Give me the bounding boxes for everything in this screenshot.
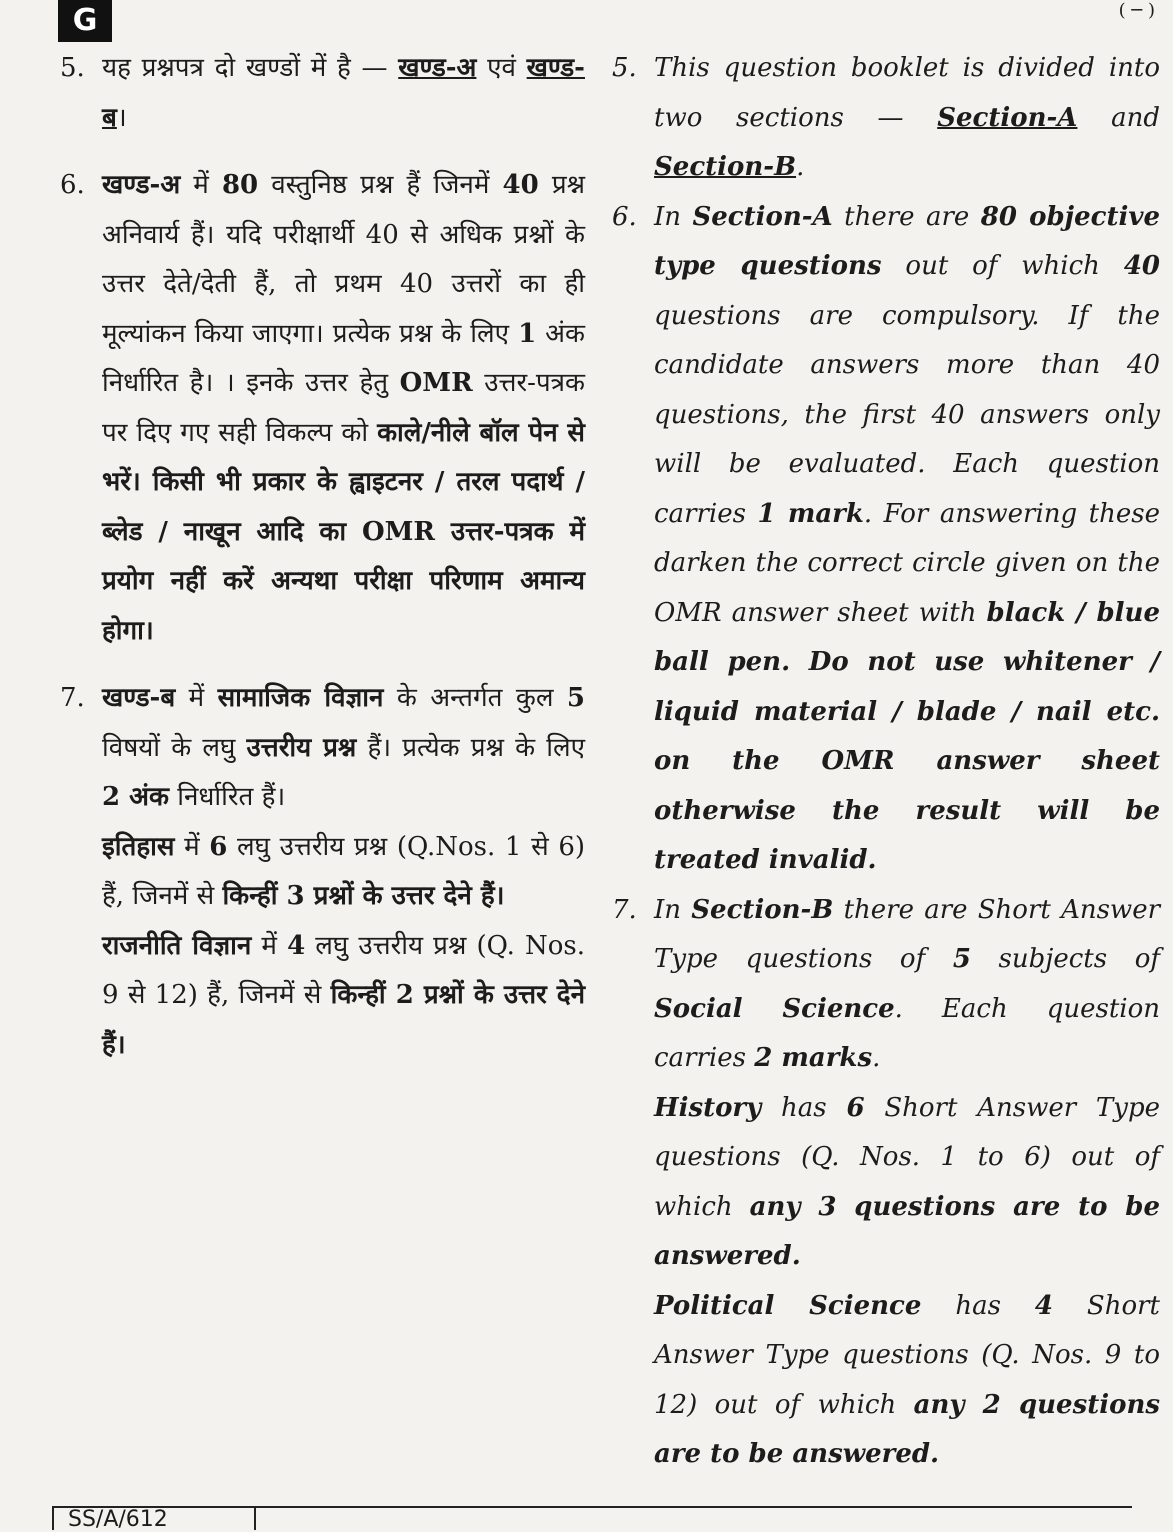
text-segment: . Each question carries	[654, 993, 1160, 1073]
text-bold: सामाजिक विज्ञान	[217, 683, 384, 713]
text-bold: किन्हीं 3 प्रश्नों के उत्तर देने हैं।	[222, 881, 505, 911]
item-number: 5.	[60, 53, 85, 83]
hindi-item-6	[60, 161, 585, 656]
text-segment: there are	[832, 201, 981, 232]
text-bold: 1	[518, 318, 537, 349]
section-a-label: Section-A	[937, 102, 1078, 133]
text-segment: में	[251, 930, 288, 961]
text-segment: questions are compulsory. If the candidate answers more than 40 questions, the first 40 answers only will be evaluated. Each question carries	[654, 300, 1160, 529]
text-bold: Section-B	[691, 894, 834, 925]
text-segment: लघु उत्तरीय प्रश्न (Q. Nos. 9 से 12) हैं, जिनमें से	[102, 930, 585, 1010]
text-segment: subjects of	[970, 944, 1160, 974]
item-text	[654, 193, 1160, 886]
item-number: 7.	[612, 894, 637, 925]
text-segment: विषयों के लघु	[102, 732, 247, 763]
text-bold: Political Science	[654, 1290, 922, 1321]
text-segment: में	[175, 683, 218, 713]
item-text	[102, 161, 585, 656]
text-bold: any 2 questions are to be answered.	[654, 1389, 1161, 1469]
text-segment: Short Answer Type questions (Q. Nos. 1 to 6) out of which	[654, 1092, 1160, 1222]
text-segment: . For answering these darken the correct circle given on the OMR answer sheet with	[654, 498, 1160, 628]
text-segment: यह प्रश्नपत्र दो खण्डों में है —	[102, 53, 399, 83]
text-segment: In	[654, 894, 692, 925]
page-number-mark: ( ─ )	[1118, 0, 1155, 21]
text-bold: 6	[846, 1092, 865, 1123]
hindi-item-7	[60, 674, 585, 1070]
text-segment: there are Short Answer Type questions of	[654, 894, 1161, 974]
section-b-label: खण्ड-ब	[102, 53, 585, 133]
item-number: 6.	[612, 201, 637, 232]
text-bold: 40	[1123, 251, 1160, 281]
set-badge: G	[58, 0, 112, 42]
text-segment: हैं। प्रत्येक प्रश्न के लिए	[356, 732, 586, 763]
text-bold: 6	[209, 831, 228, 862]
text-bold: राजनीति विज्ञान	[102, 930, 252, 961]
text-segment: In	[654, 201, 693, 232]
english-item-5	[612, 44, 1160, 193]
text-bold: any 3 questions are to be answered.	[654, 1191, 1160, 1271]
text-bold: इतिहास	[102, 831, 175, 862]
paragraph	[654, 1282, 1160, 1480]
text-bold: 2 marks	[754, 1043, 873, 1073]
item-number: 5.	[612, 53, 637, 83]
paragraph	[654, 1084, 1160, 1282]
item-text	[102, 44, 585, 143]
footer	[52, 1506, 1132, 1532]
paper-code: SS/A/612	[52, 1508, 256, 1530]
text-bold: 4	[287, 930, 306, 961]
text-bold: History	[654, 1092, 762, 1123]
text-bold: 4	[1034, 1290, 1053, 1321]
text-bold: Social Science	[654, 993, 895, 1024]
english-item-7	[612, 886, 1160, 1480]
text-segment: लघु उत्तरीय प्रश्न (Q.Nos. 1 से 6) हैं, जिनमें से	[102, 831, 586, 911]
hindi-item-5	[60, 44, 585, 143]
text-segment: This question booklet is divided into two sections —	[654, 53, 1160, 133]
item-number: 6.	[60, 170, 85, 200]
text-bold: खण्ड-अ	[102, 170, 181, 200]
text-bold: किन्हीं 2 प्रश्नों के उत्तर देने हैं।	[102, 980, 586, 1060]
item-text	[654, 44, 1160, 193]
text-segment: has	[921, 1290, 1035, 1321]
text-segment: उत्तर-पत्रक पर दिए गए सही विकल्प को	[102, 368, 585, 448]
text-bold: 5	[566, 683, 585, 713]
item-text	[654, 886, 1160, 1480]
text-segment: Short Answer Type questions (Q. Nos. 9 to 12) out of which	[654, 1290, 1161, 1420]
hindi-column	[60, 44, 585, 1070]
paragraph	[102, 823, 585, 922]
english-item-6	[612, 193, 1160, 886]
text-segment: ।	[116, 102, 127, 133]
text-segment: एवं	[476, 53, 527, 83]
text-segment: में	[180, 170, 222, 200]
text-bold: 40	[502, 170, 539, 200]
text-segment: के अन्तर्गत कुल	[383, 683, 567, 713]
paragraph	[102, 674, 585, 823]
text-bold: OMR	[399, 368, 473, 398]
text-segment: has	[761, 1092, 847, 1123]
text-bold: खण्ड-ब	[102, 683, 176, 713]
text-bold: 80 objective type questions	[654, 201, 1160, 281]
section-a-label: खण्ड-अ	[398, 53, 477, 83]
text-bold: काले/नीले बॉल पेन से भरें। किसी भी प्रकार के ह्वाइटनर / तरल पदार्थ / ब्लेड / नाखून आदि का OMR उत्तर-पत्रक में प्रयोग नहीं करें अन्यथा परीक्षा परिणाम अमान्य होगा।	[102, 417, 585, 646]
section-b-label: Section-B	[654, 152, 797, 182]
english-column	[612, 44, 1160, 1480]
text-segment: अंक निर्धारित है। । इनके उत्तर हेतु	[102, 318, 585, 398]
text-bold: 2 अंक	[102, 782, 169, 812]
text-segment: निर्धारित हैं।	[168, 782, 286, 812]
text-segment: वस्तुनिष्ठ प्रश्न हैं जिनमें	[258, 170, 503, 200]
text-segment: out of which	[881, 251, 1124, 281]
text-segment: .	[796, 152, 805, 182]
text-segment: and	[1077, 102, 1161, 133]
text-bold: Section-A	[692, 201, 833, 232]
item-number: 7.	[60, 683, 85, 713]
text-segment: में	[174, 831, 210, 862]
paragraph	[102, 922, 585, 1071]
text-segment: प्रश्न अनिवार्य हैं। यदि परीक्षार्थी 40 से अधिक प्रश्नों के उत्तर देते/देती हैं, तो प्रथम 40 उत्तरों का ही मूल्यांकन किया जाएगा। प्रत्येक प्रश्न के लिए	[102, 170, 585, 349]
text-segment: .	[872, 1043, 881, 1073]
paragraph	[654, 886, 1160, 1084]
item-text	[102, 674, 585, 1070]
text-bold: black / blue ball pen. Do not use whitener / liquid material / blade / nail etc. on the OMR answer sheet otherwise the result will be treated invalid.	[654, 597, 1160, 875]
text-bold: 1 mark	[757, 498, 864, 529]
text-bold: उत्तरीय प्रश्न	[246, 732, 357, 763]
text-bold: 80	[221, 170, 259, 200]
text-bold: 5	[952, 944, 971, 974]
